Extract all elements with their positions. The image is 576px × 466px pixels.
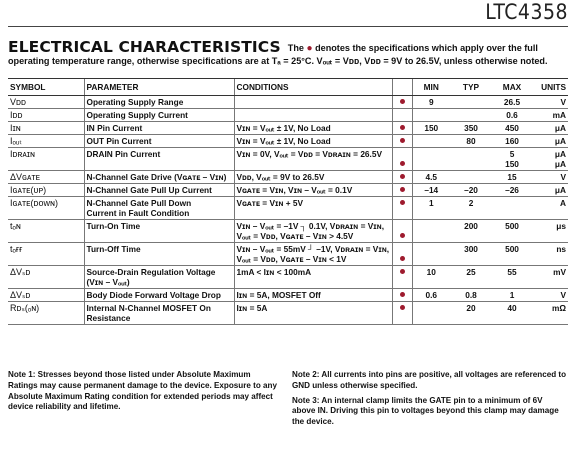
cell-symbol: ΔVₛᴅ (8, 266, 84, 289)
cell-units: μA (532, 184, 568, 197)
cell-symbol: Iᴅᴅ (8, 109, 84, 122)
cell-bullet (392, 220, 412, 243)
cell-conditions: 1mA < Iɪɴ < 100mA (234, 266, 392, 289)
note-2: Note 2: All currents into pins are positive, all voltages are referenced to GND unless otherwise specified. (292, 370, 567, 390)
cell-typ (450, 148, 492, 171)
header-bullet-column (392, 79, 412, 96)
cell-symbol: Iɢᴀᴛᴇ(ᴅᴏᴡɴ) (8, 197, 84, 220)
cell-typ: 300 (450, 243, 492, 266)
cell-parameter: Source-Drain Regulation Voltage (Vɪɴ – Vₒᵤₜ) (84, 266, 234, 289)
table-row (8, 266, 568, 289)
cell-symbol: Rᴅₛ(ₒɴ) (8, 302, 84, 325)
cell-symbol: Iᴅʀᴀɪɴ (8, 148, 84, 171)
cell-typ: 200 (450, 220, 492, 243)
cell-bullet (392, 266, 412, 289)
cell-parameter: IN Pin Current (84, 122, 234, 135)
cell-conditions (234, 109, 392, 122)
cell-parameter: Operating Supply Range (84, 96, 234, 109)
table-row (8, 302, 568, 325)
cell-bullet (392, 197, 412, 220)
table-row (8, 171, 568, 184)
bullet-icon (400, 305, 405, 310)
cell-bullet (392, 122, 412, 135)
bullet-icon (400, 99, 405, 104)
section-intro (8, 38, 568, 67)
cell-parameter: DRAIN Pin Current (84, 148, 234, 171)
electrical-characteristics-table (8, 78, 568, 325)
table-row (8, 109, 568, 122)
cell-max: 0.6 (492, 109, 532, 122)
header-conditions: CONDITIONS (234, 79, 392, 96)
cell-bullet (392, 289, 412, 302)
header-max: MAX (492, 79, 532, 96)
header-min: MIN (412, 79, 450, 96)
table-row (8, 220, 568, 243)
part-number: LTC4358 (485, 0, 568, 24)
cell-units: V (532, 289, 568, 302)
cell-parameter: OUT Pin Current (84, 135, 234, 148)
cell-conditions: Vɪɴ – Vₒᵤₜ = –1V ┐ 0.1V, Vᴅʀᴀɪɴ = Vɪɴ, Vₒᵤₜ = Vᴅᴅ, Vɢᴀᴛᴇ – Vɪɴ > 4.5V (234, 220, 392, 243)
intro-after-bullet: denotes the specifications which apply over the full operating temperature range, otherwise specifications are at Tₐ = 25°C. Vₒᵤₜ = Vᴅᴅ, Vᴅᴅ = 9V to 26.5V, unless otherwise noted. (8, 43, 548, 66)
cell-conditions: Vɪɴ = 0V, Vₒᵤₜ = Vᴅᴅ = Vᴅʀᴀɪɴ = 26.5V (234, 148, 392, 171)
note-1: Note 1: Stresses beyond those listed under Absolute Maximum Ratings may cause permanent damage to the device. Exposure to any Absolute Maximum Rating condition for extended periods may affect device reliability and lifetime. (8, 370, 277, 412)
cell-units: V (532, 171, 568, 184)
cell-max: 55 (492, 266, 532, 289)
cell-parameter: Turn-Off Time (84, 243, 234, 266)
header-parameter: PARAMETER (84, 79, 234, 96)
table-row (8, 184, 568, 197)
cell-parameter: Body Diode Forward Voltage Drop (84, 289, 234, 302)
cell-conditions: Vɪɴ – Vₒᵤₜ = 55mV ┘ –1V, Vᴅʀᴀɪɴ = Vɪɴ, Vₒᵤₜ = Vᴅᴅ, Vɢᴀᴛᴇ – Vɪɴ < 1V (234, 243, 392, 266)
cell-max: 26.5 (492, 96, 532, 109)
cell-symbol: Iₒᵤₜ (8, 135, 84, 148)
cell-conditions: Vɢᴀᴛᴇ = Vɪɴ + 5V (234, 197, 392, 220)
table-header-row (8, 79, 568, 96)
cell-max: 450 (492, 122, 532, 135)
cell-max: 40 (492, 302, 532, 325)
cell-typ: 350 (450, 122, 492, 135)
cell-max: –26 (492, 184, 532, 197)
cell-symbol: Vᴅᴅ (8, 96, 84, 109)
cell-units: V (532, 96, 568, 109)
cell-parameter: Turn-On Time (84, 220, 234, 243)
cell-units: μA μA (532, 148, 568, 171)
bullet-icon (400, 125, 405, 130)
bullet-icon: ● (306, 43, 313, 54)
cell-min: –14 (412, 184, 450, 197)
cell-parameter: Internal N-Channel MOSFET On Resistance (84, 302, 234, 325)
cell-symbol: Iɪɴ (8, 122, 84, 135)
table-row (8, 122, 568, 135)
cell-units: ns (532, 243, 568, 266)
notes-right (292, 370, 568, 432)
cell-min (412, 302, 450, 325)
cell-bullet (392, 135, 412, 148)
cell-min: 9 (412, 96, 450, 109)
notes-left (8, 370, 278, 417)
cell-typ (450, 96, 492, 109)
cell-min: 1 (412, 197, 450, 220)
cell-units: mA (532, 109, 568, 122)
table-row (8, 148, 568, 171)
intro-before-bullet: The (287, 43, 304, 53)
bullet-icon (400, 174, 405, 179)
cell-conditions: Vɪɴ = Vₒᵤₜ ± 1V, No Load (234, 135, 392, 148)
cell-parameter: Operating Supply Current (84, 109, 234, 122)
header-typ: TYP (450, 79, 492, 96)
header-rule (8, 26, 568, 27)
bullet-icon (400, 138, 405, 143)
table-row (8, 197, 568, 220)
cell-bullet (392, 243, 412, 266)
table-row (8, 96, 568, 109)
cell-units: μs (532, 220, 568, 243)
note-3: Note 3: An internal clamp limits the GATE pin to a minimum of 6V above IN. Driving this pin to voltages beyond this clamp may damage the device. (292, 395, 559, 427)
table-row (8, 289, 568, 302)
cell-min (412, 148, 450, 171)
cell-symbol: tₒɴ (8, 220, 84, 243)
cell-min (412, 243, 450, 266)
cell-symbol: ΔVɢᴀᴛᴇ (8, 171, 84, 184)
cell-bullet (392, 302, 412, 325)
header-symbol: SYMBOL (8, 79, 84, 96)
cell-symbol: tₒғғ (8, 243, 84, 266)
bullet-icon (400, 161, 405, 166)
cell-bullet (392, 171, 412, 184)
cell-max: 500 (492, 243, 532, 266)
cell-symbol: Iɢᴀᴛᴇ(ᴜᴘ) (8, 184, 84, 197)
cell-typ (450, 109, 492, 122)
cell-max: 500 (492, 220, 532, 243)
bullet-icon (400, 256, 405, 261)
cell-max: 1 (492, 289, 532, 302)
table-row (8, 243, 568, 266)
cell-bullet (392, 96, 412, 109)
cell-max: 15 (492, 171, 532, 184)
cell-typ: 2 (450, 197, 492, 220)
table-row (8, 135, 568, 148)
cell-bullet (392, 148, 412, 171)
cell-typ: 0.8 (450, 289, 492, 302)
cell-parameter: N-Channel Gate Pull Down Current in Fault Condition (84, 197, 234, 220)
cell-min: 0.6 (412, 289, 450, 302)
cell-bullet (392, 184, 412, 197)
cell-min (412, 109, 450, 122)
section-title: ELECTRICAL CHARACTERISTICS (8, 38, 281, 56)
cell-units: A (532, 197, 568, 220)
cell-max: 160 (492, 135, 532, 148)
cell-typ: –20 (450, 184, 492, 197)
cell-conditions (234, 96, 392, 109)
cell-min: 10 (412, 266, 450, 289)
bullet-icon (400, 233, 405, 238)
cell-typ (450, 171, 492, 184)
header-units: UNITS (532, 79, 568, 96)
cell-typ: 80 (450, 135, 492, 148)
bullet-icon (400, 187, 405, 192)
cell-conditions: Vᴅᴅ, Vₒᵤₜ = 9V to 26.5V (234, 171, 392, 184)
cell-max (492, 197, 532, 220)
cell-max: 5 150 (492, 148, 532, 171)
cell-typ: 25 (450, 266, 492, 289)
cell-symbol: ΔVₛᴅ (8, 289, 84, 302)
cell-conditions: Vɪɴ = Vₒᵤₜ ± 1V, No Load (234, 122, 392, 135)
cell-min: 150 (412, 122, 450, 135)
cell-units: mV (532, 266, 568, 289)
cell-min: 4.5 (412, 171, 450, 184)
cell-parameter: N-Channel Gate Pull Up Current (84, 184, 234, 197)
cell-conditions: Vɢᴀᴛᴇ = Vɪɴ, Vɪɴ – Vₒᵤₜ = 0.1V (234, 184, 392, 197)
cell-min (412, 135, 450, 148)
bullet-icon (400, 200, 405, 205)
bullet-icon (400, 292, 405, 297)
cell-bullet (392, 109, 412, 122)
cell-typ: 20 (450, 302, 492, 325)
cell-conditions: Iɪɴ = 5A, MOSFET Off (234, 289, 392, 302)
cell-parameter: N-Channel Gate Drive (Vɢᴀᴛᴇ – Vɪɴ) (84, 171, 234, 184)
cell-min (412, 220, 450, 243)
cell-units: mΩ (532, 302, 568, 325)
cell-units: μA (532, 122, 568, 135)
cell-conditions: Iɪɴ = 5A (234, 302, 392, 325)
cell-units: μA (532, 135, 568, 148)
bullet-icon (400, 269, 405, 274)
